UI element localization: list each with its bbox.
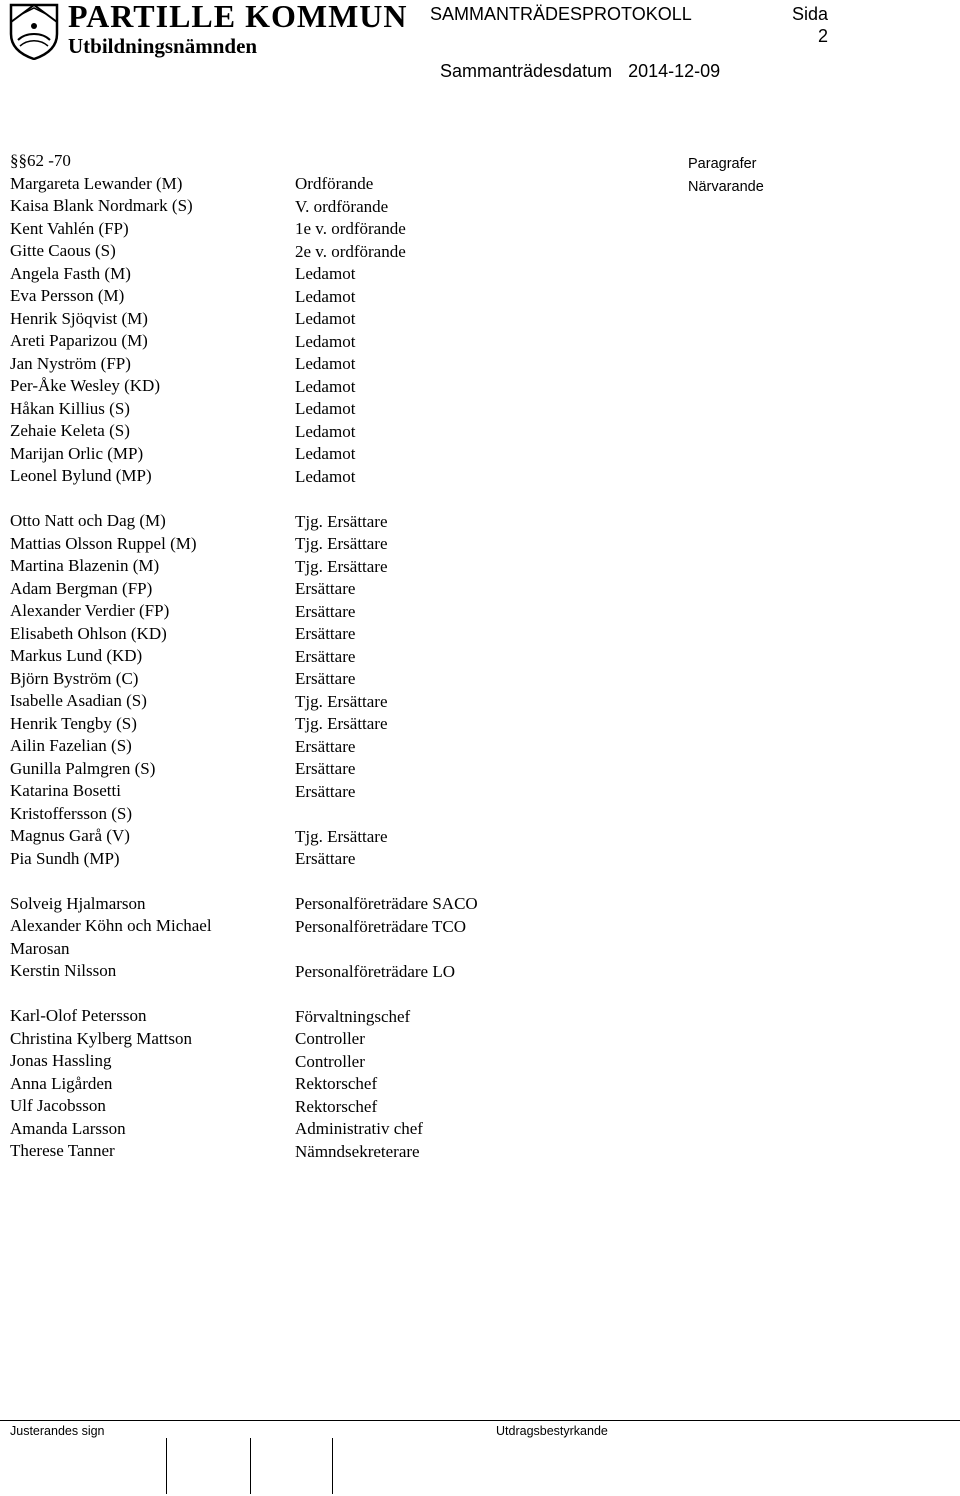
page-number: 2	[818, 26, 829, 46]
attendee-name: Marijan Orlic (MP)	[10, 443, 144, 463]
organization-name: PARTILLE KOMMUN	[68, 0, 408, 34]
attendee-name: Zehaie Keleta (S)	[10, 421, 130, 440]
attendee-name: Adam Bergman (FP)	[10, 578, 153, 598]
attendee-name: Kent Vahlén (FP)	[10, 218, 129, 238]
attendee-name: Markus Lund (KD)	[10, 646, 143, 665]
committee-name: Utbildningsnämnden	[68, 34, 258, 58]
margin-labels	[688, 153, 764, 199]
attendee-name: Solveig Hjalmarson	[10, 893, 146, 913]
attendee-role: Ledamot	[295, 444, 356, 463]
attendee-role: Ordförande	[295, 174, 374, 193]
attendee-role: Ledamot	[295, 421, 356, 441]
group-spacer	[295, 871, 595, 894]
attendee-name: Jonas Hassling	[10, 1051, 112, 1070]
group-spacer	[10, 488, 280, 511]
attendee-role: Ersättare	[295, 736, 356, 756]
justerandes-sign-label: Justerandes sign	[10, 1424, 105, 1438]
attendee-name: Otto Natt och Dag (M)	[10, 511, 166, 530]
attendee-role: Nämndsekreterare	[295, 1141, 420, 1161]
attendee-role: Ersättare	[295, 669, 356, 688]
attendee-name: Björn Byström (C)	[10, 668, 139, 688]
attendee-name: Henrik Tengby (S)	[10, 713, 137, 733]
attendee-name: Mattias Olsson Ruppel (M)	[10, 533, 197, 553]
utdragsbestyrkande-label: Utdragsbestyrkande	[496, 1424, 608, 1438]
attendee-roles-column	[295, 173, 595, 1163]
attendee-role: Personalföreträdare LO	[295, 961, 456, 981]
attendee-role: Ersättare	[295, 601, 356, 621]
attendee-role: Personalföreträdare SACO	[295, 894, 478, 913]
attendee-role: Rektorschef	[295, 1074, 378, 1093]
attendee-role: Personalföreträdare TCO	[295, 916, 467, 936]
attendee-role: Ledamot	[295, 466, 356, 486]
attendee-name: Ailin Fazelian (S)	[10, 736, 132, 755]
attendee-names-column	[10, 150, 280, 1163]
attendee-role: Controller	[295, 1051, 365, 1071]
paragraph-numbers: 62 -70	[27, 151, 71, 170]
attendee-name: Elisabeth Ohlson (KD)	[10, 623, 167, 643]
attendee-name: Alexander Verdier (FP)	[10, 601, 170, 620]
narvarande-label: Närvarande	[688, 179, 764, 195]
attendee-name: Christina Kylberg Mattson	[10, 1028, 192, 1048]
attendee-role: Tjg. Ersättare	[295, 534, 388, 553]
group-spacer	[10, 870, 280, 893]
meeting-date-label: Sammanträdesdatum	[440, 61, 613, 81]
signature-box-divider	[166, 1438, 167, 1494]
attendee-name: Areti Paparizou (M)	[10, 331, 148, 350]
attendee-name: Margareta Lewander (M)	[10, 173, 183, 193]
attendee-role: Controller	[295, 1029, 365, 1048]
attendee-name: Marosan	[10, 938, 70, 958]
paragraph-reference: §§62 -70	[10, 151, 71, 170]
attendee-name: Angela Fasth (M)	[10, 263, 131, 283]
attendee-role: Tjg. Ersättare	[295, 714, 388, 733]
attendee-role: Ersättare	[295, 646, 356, 666]
attendee-name: Katarina Bosetti	[10, 781, 121, 800]
attendee-name: Leonel Bylund (MP)	[10, 466, 152, 485]
attendee-role: Ledamot	[295, 399, 356, 418]
attendee-name: Isabelle Asadian (S)	[10, 691, 147, 710]
attendee-name: Eva Persson (M)	[10, 286, 125, 305]
attendee-role: Ersättare	[295, 624, 356, 643]
attendee-role: 1e v. ordförande	[295, 219, 406, 238]
attendee-name: Therese Tanner	[10, 1141, 115, 1160]
attendee-name: Gunilla Palmgren (S)	[10, 758, 156, 778]
attendee-role: Rektorschef	[295, 1096, 378, 1116]
meeting-date-value: 2014-12-09	[628, 61, 721, 81]
attendee-name: Pia Sundh (MP)	[10, 848, 120, 868]
attendee-role: Förvaltningschef	[295, 1006, 411, 1026]
names-list	[10, 173, 280, 1163]
attendee-name: Gitte Caous (S)	[10, 241, 116, 260]
attendee-name: Anna Ligården	[10, 1073, 113, 1093]
attendee-role: 2e v. ordförande	[295, 241, 406, 261]
footer-divider	[0, 1420, 960, 1421]
attendee-role: Ersättare	[295, 579, 356, 598]
meeting-date	[440, 61, 720, 82]
attendee-role: Ledamot	[295, 376, 356, 396]
attendee-role: Tjg. Ersättare	[295, 691, 388, 711]
group-spacer	[10, 983, 280, 1006]
attendee-name: Ulf Jacobsson	[10, 1096, 106, 1115]
attendee-role: Ledamot	[295, 331, 356, 351]
attendee-role: Tjg. Ersättare	[295, 511, 388, 531]
attendee-role: V. ordförande	[295, 196, 389, 216]
attendee-name: Karl-Olof Petersson	[10, 1006, 147, 1025]
attendee-name: Kristoffersson (S)	[10, 803, 132, 823]
signature-box-divider	[250, 1438, 251, 1494]
attendee-role: Ledamot	[295, 286, 356, 306]
attendee-name: Henrik Sjöqvist (M)	[10, 308, 148, 328]
attendee-name: Alexander Köhn och Michael	[10, 916, 212, 935]
group-spacer	[295, 488, 595, 511]
attendee-role: Ledamot	[295, 309, 356, 328]
attendee-role: Administrativ chef	[295, 1119, 423, 1138]
attendee-role: Ledamot	[295, 354, 356, 373]
attendee-role	[295, 938, 595, 961]
attendee-name: Kerstin Nilsson	[10, 961, 117, 980]
attendee-name: Jan Nyström (FP)	[10, 353, 131, 373]
attendee-role: Ersättare	[295, 759, 356, 778]
roles-list	[295, 173, 595, 1163]
paragrafer-label: Paragrafer	[688, 156, 757, 172]
attendee-role: Tjg. Ersättare	[295, 556, 388, 576]
page-label: Sida	[792, 4, 829, 24]
municipal-crest-logo	[8, 2, 60, 60]
attendee-role: Ledamot	[295, 264, 356, 283]
attendee-name: Per-Åke Wesley (KD)	[10, 376, 160, 395]
attendee-role	[295, 803, 595, 826]
attendee-role: Tjg. Ersättare	[295, 826, 388, 846]
attendee-role: Ersättare	[295, 781, 356, 801]
signature-box-divider	[332, 1438, 333, 1494]
attendee-role: Ersättare	[295, 849, 356, 868]
attendee-name: Martina Blazenin (M)	[10, 556, 160, 575]
attendee-name: Håkan Killius (S)	[10, 398, 130, 418]
document-type: SAMMANTRÄDESPROTOKOLL	[430, 4, 692, 24]
group-spacer	[295, 983, 595, 1006]
attendee-name: Magnus Garå (V)	[10, 826, 130, 845]
attendee-name: Kaisa Blank Nordmark (S)	[10, 196, 193, 215]
attendee-name: Amanda Larsson	[10, 1118, 126, 1138]
